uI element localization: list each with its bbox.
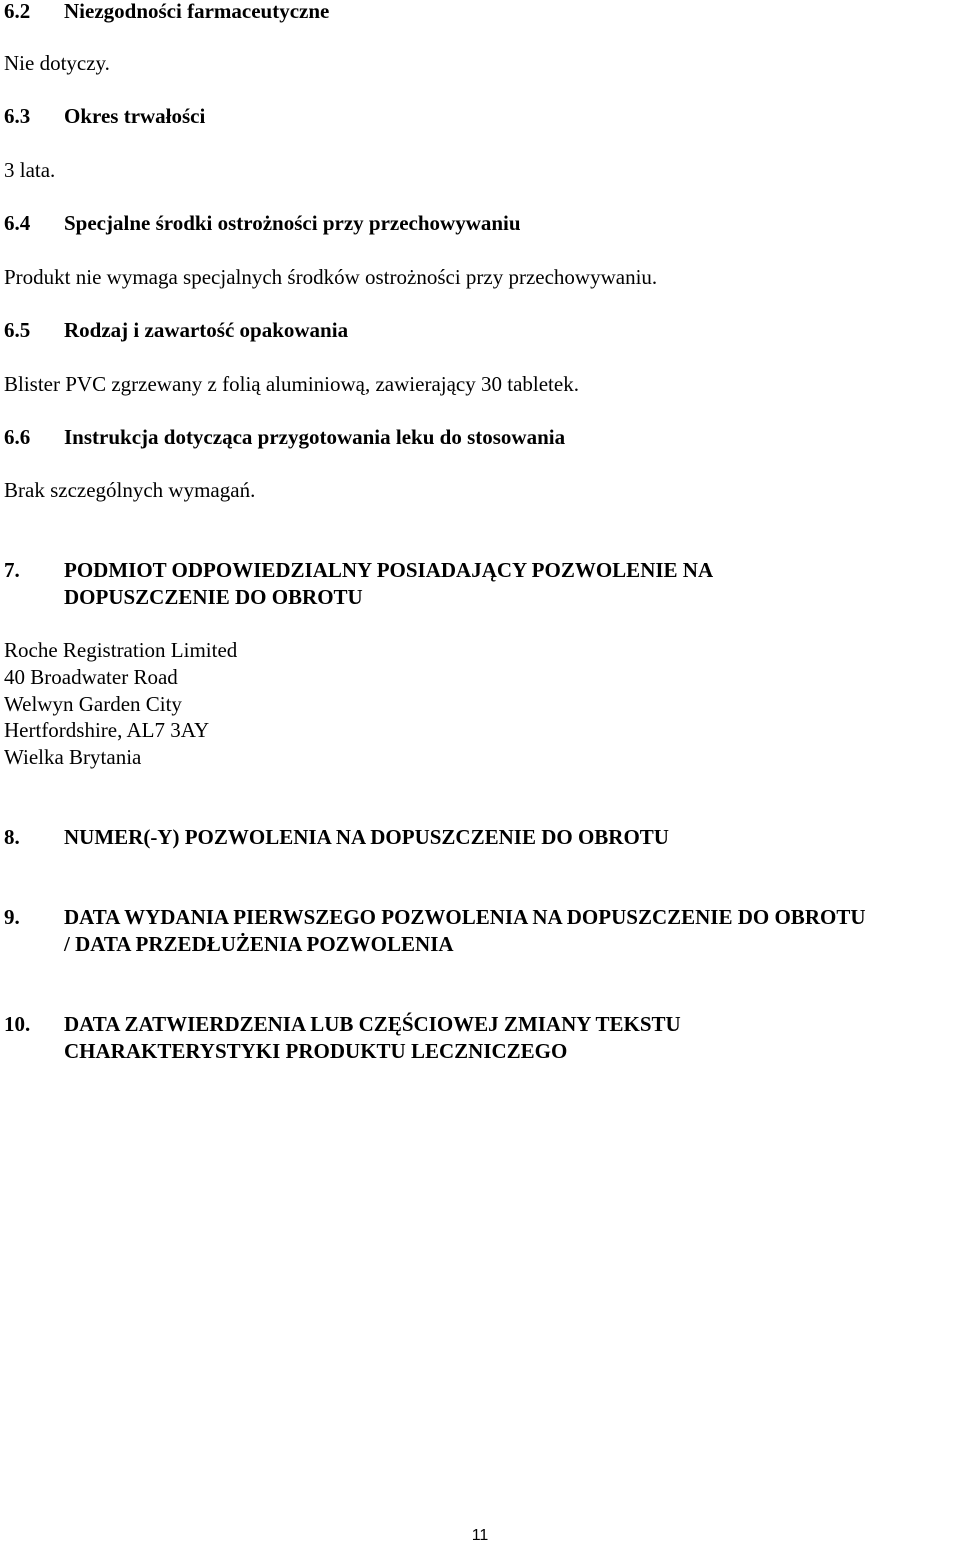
- section-number: 6.3: [4, 104, 31, 128]
- section-title: Rodzaj i zawartość opakowania: [64, 318, 349, 342]
- section-6-5-body: Blister PVC zgrzewany z folią aluminiową, zawierający 30 tabletek.: [4, 372, 579, 396]
- address-line: 40 Broadwater Road: [4, 665, 178, 689]
- section-title: DATA ZATWIERDZENIA LUB CZĘŚCIOWEJ ZMIANY TEKSTU: [64, 1012, 681, 1036]
- section-6-2-body: Nie dotyczy.: [4, 51, 110, 75]
- section-8-heading: [4, 824, 669, 851]
- section-number: 6.4: [4, 211, 31, 235]
- section-9-heading: [4, 904, 866, 931]
- section-10-heading-cont: CHARAKTERYSTYKI PRODUKTU LECZNICZEGO: [64, 1039, 568, 1063]
- section-number: 9.: [4, 905, 20, 929]
- section-6-2-heading: [4, 0, 329, 25]
- address-line: Roche Registration Limited: [4, 638, 238, 662]
- page-number: 11: [471, 1527, 489, 1544]
- section-7-heading: [4, 557, 713, 584]
- section-title: DATA WYDANIA PIERWSZEGO POZWOLENIA NA DOPUSZCZENIE DO OBROTU: [64, 905, 866, 929]
- section-title: Instrukcja dotycząca przygotowania leku do stosowania: [64, 425, 566, 449]
- section-number: 6.5: [4, 318, 31, 342]
- section-6-5-heading: [4, 317, 348, 344]
- address-line: Hertfordshire, AL7 3AY: [4, 718, 210, 742]
- address-line: Wielka Brytania: [4, 745, 142, 769]
- section-title: Niezgodności farmaceutyczne: [64, 0, 330, 23]
- address-line: Welwyn Garden City: [4, 692, 182, 716]
- section-6-3-body: 3 lata.: [4, 158, 56, 182]
- section-6-6-heading: [4, 424, 565, 451]
- section-6-4-heading: [4, 210, 521, 237]
- section-number: 8.: [4, 825, 20, 849]
- section-number: 10.: [4, 1012, 31, 1036]
- section-title: Specjalne środki ostrożności przy przechowywaniu: [64, 211, 521, 235]
- section-number: 7.: [4, 558, 20, 582]
- section-number: 6.6: [4, 425, 31, 449]
- section-9-heading-cont: / DATA PRZEDŁUŻENIA POZWOLENIA: [64, 932, 454, 956]
- section-title: Okres trwałości: [64, 104, 206, 128]
- section-6-3-heading: [4, 103, 205, 130]
- section-6-4-body: Produkt nie wymaga specjalnych środków ostrożności przy przechowywaniu.: [4, 265, 658, 289]
- section-6-6-body: Brak szczególnych wymagań.: [4, 478, 256, 502]
- section-title: PODMIOT ODPOWIEDZIALNY POSIADAJĄCY POZWOLENIE NA: [64, 558, 714, 582]
- section-title: NUMER(-Y) POZWOLENIA NA DOPUSZCZENIE DO OBROTU: [64, 825, 669, 849]
- section-number: 6.2: [4, 0, 31, 23]
- section-7-heading-cont: DOPUSZCZENIE DO OBROTU: [64, 585, 363, 609]
- section-10-heading: [4, 1011, 681, 1038]
